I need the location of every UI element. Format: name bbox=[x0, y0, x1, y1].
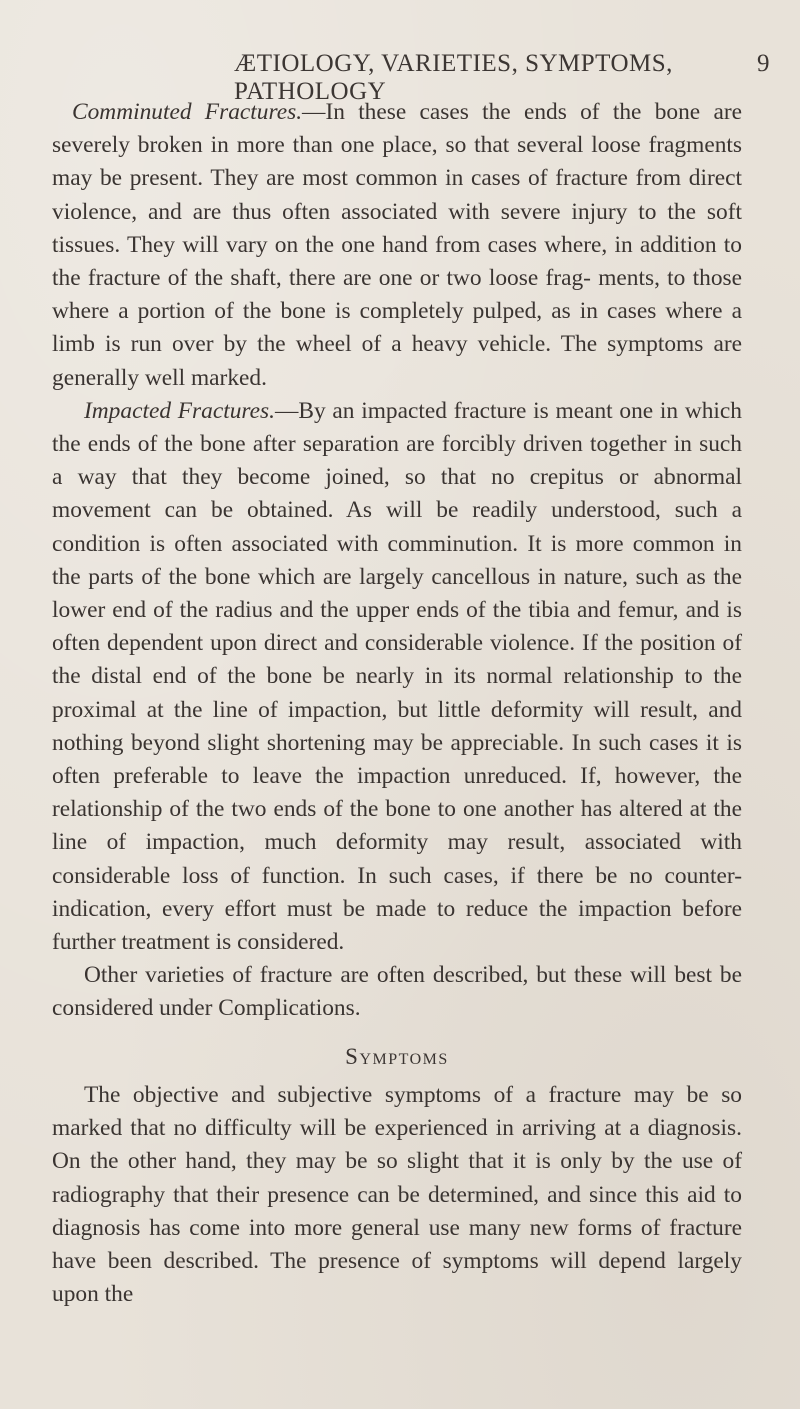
paragraph-impacted-fractures bbox=[52, 395, 742, 959]
paragraph-other-varieties bbox=[52, 959, 742, 1025]
paragraph-body-impacted: —By an impacted fracture is meant one in which the ends of the bone after separation are forcibly driven together in such a way that they become joined, so that no crepitus or abnormal movement can be obtained. As will be readily understood, such a condition is often associated with comminution. It is more common in the parts of the bone which are largely cancellous in nature, such as the lower end of the radius and the upper ends of the tibia and femur, and is often dependent upon direct and considerable violence. If the position of the distal end of the bone be nearly in its normal relationship to the proximal at the line of impaction, but little deformity will result, and nothing beyond slight shortening may be appreciable. In such cases it is often preferable to leave the impaction unreduced. If, however, the relationship of the two ends of the bone to one another has altered at the line of impaction, much deformity may result, associated with considerable loss of function. In such cases, if there be no counter-indication, every effort must be made to reduce the impaction before further treatment is considered. bbox=[52, 397, 742, 956]
page-number: 9 bbox=[757, 50, 770, 77]
body-text bbox=[52, 96, 742, 1311]
paragraph-lead-comminuted: Comminuted Fractures. bbox=[72, 99, 303, 125]
paragraph-body-other: Other varieties of fracture are often described, but these will best be considered under Complications. bbox=[52, 962, 742, 1022]
running-head-title: ÆTIOLOGY, VARIETIES, SYMPTOMS, PATHOLOGY bbox=[234, 50, 673, 105]
paragraph-comminuted-fractures bbox=[52, 96, 742, 395]
running-head bbox=[234, 50, 770, 105]
section-heading-symptoms: Symptoms bbox=[345, 1043, 449, 1069]
paragraph-lead-impacted: Impacted Fractures. bbox=[84, 397, 275, 424]
paragraph-body-comminuted: —In these cases the ends of the bone are severely broken in more than one place, so that several loose fragments may be present. They are most common in cases of fracture from direct violence, and are thus often associated with severe injury to the soft tissues. They will vary on the one hand from cases where, in addition to the fracture of the shaft, there are one or two loose frag- ments, to those where a portion of the bone is completely pulped, as in cases where a limb is run over by the wheel of a heavy vehicle. The symptoms are generally well marked. bbox=[52, 99, 742, 391]
paragraph-body-symptoms: The objective and subjective symptoms of a fracture may be so marked that no difficulty will be experienced in arriving at a diagnosis. On the other hand, they may be so slight that it is only by the use of radiography that their presence can be determined, and since this aid to diagnosis has come into more general use many new forms of fracture have been described. The presence of symptoms will depend largely upon the bbox=[52, 1081, 742, 1308]
paragraph-symptoms bbox=[52, 1079, 742, 1311]
